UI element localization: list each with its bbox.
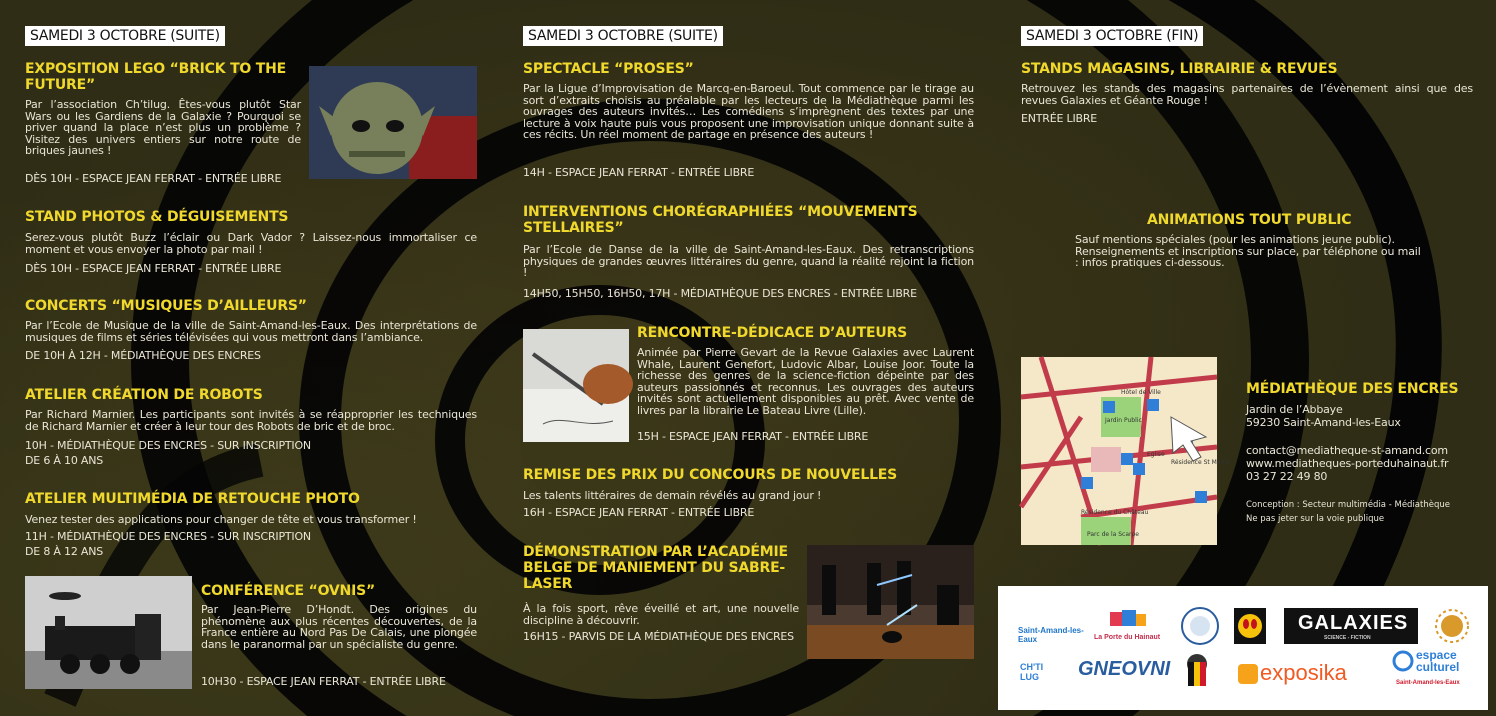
stands-body: Retrouvez les stands des magasins partenaires de l’évènement ainsi que des revues Galaxies et Géante Rouge ! — [1021, 82, 1473, 107]
mediatheque-title: MÉDIATHÈQUE DES ENCRES — [1246, 381, 1459, 397]
column-header: SAMEDI 3 OCTOBRE (FIN) — [1021, 26, 1203, 46]
map-label: Parc de la Scarpe — [1087, 531, 1139, 538]
galaxies-logo — [1284, 608, 1418, 644]
robots-title: ATELIER CRÉATION DE ROBOTS — [25, 387, 263, 403]
lego-yoda-photo — [309, 66, 477, 179]
belgian-shield-logo — [1182, 652, 1212, 692]
location-map — [1021, 357, 1231, 545]
map-label: Jardin Public — [1105, 417, 1142, 424]
chtilug-logo: CH'TI LUG — [1020, 662, 1044, 682]
alien-logo — [1234, 608, 1266, 644]
ovnis-meta: 10H30 - ESPACE JEAN FERRAT - ENTRÉE LIBRE — [201, 675, 446, 688]
exposika-logo: exposika — [1260, 660, 1347, 685]
mediatheque-city: 59230 Saint-Amand-les-Eaux — [1246, 416, 1401, 429]
lego-meta: DÈS 10H - ESPACE JEAN FERRAT - ENTRÉE LIBRE — [25, 172, 282, 185]
column-header: SAMEDI 3 OCTOBRE (SUITE) — [523, 26, 723, 46]
ovnis-title: CONFÉRENCE “OVNIS” — [201, 583, 375, 599]
stand-title: STAND PHOTOS & DÉGUISEMENTS — [25, 209, 289, 225]
choreo-body: Par l’Ecole de Danse de la ville de Saint-Amand-les-Eaux. Des retranscriptions physiques de grandes œuvres littéraires du genre, quand la réalité rejoint la fiction ! — [523, 243, 974, 280]
retouche-body: Venez tester des applications pour changer de tête et vous transformer ! — [25, 513, 417, 526]
choreo-meta: 14H50, 15H50, 16H50, 17H - MÉDIATHÈQUE DES ENCRES - ENTRÉE LIBRE — [523, 287, 917, 300]
partner-logos — [998, 586, 1488, 710]
map-label: Eglise — [1147, 451, 1165, 458]
stands-title: STANDS MAGASINS, LIBRAIRIE & REVUES — [1021, 61, 1338, 77]
sabre-laser-photo — [807, 545, 974, 659]
choreo-title: INTERVENTIONS CHORÉGRAPHIÉES “MOUVEMENTS STELLAIRES” — [523, 204, 918, 236]
sabre-title: DÉMONSTRATION PAR L’ACADÉMIE BELGE DE MANIEMENT DU SABRE-LASER — [523, 544, 788, 592]
sun-logo — [1434, 608, 1470, 644]
concerts-title: CONCERTS “MUSIQUES D’AILLEURS” — [25, 298, 307, 314]
dedicace-pen-photo — [523, 329, 629, 442]
robots-body: Par Richard Marnier. Les participants sont invités à se réapproprier les techniques de Richard Marnier et créer à leur tour des Robots de bric et de broc. — [25, 408, 477, 433]
proses-meta: 14H - ESPACE JEAN FERRAT - ENTRÉE LIBRE — [523, 166, 755, 179]
proses-title: SPECTACLE “PROSES” — [523, 61, 694, 77]
concerts-meta: DE 10H À 12H - MÉDIATHÈQUE DES ENCRES — [25, 349, 261, 362]
proses-body: Par la Ligue d’Improvisation de Marcq-en-Baroeul. Tout commence par le tirage au sort d’extraits choisis au préalable par les lecteurs de la Médiathèque parmi les ouvrages des auteurs invités… Les comédiens s’imprègnent des textes par une lecture à voix haute puis vous proposent une improvisation unique donnant suite à ces récits. Un réel moment de partage en présence des auteurs ! — [523, 82, 974, 142]
credit-line: Ne pas jeter sur la voie publique — [1246, 514, 1385, 524]
retouche-age: DE 8 À 12 ANS — [25, 545, 104, 558]
map-label: Hôtel de Ville — [1121, 389, 1161, 396]
galaxies-label: GALAXIES — [1298, 612, 1409, 634]
dedicace-meta: 15H - ESPACE JEAN FERRAT - ENTRÉE LIBRE — [637, 430, 869, 443]
prix-body: Les talents littéraires de demain révélés au grand jour ! — [523, 489, 822, 502]
sabre-meta: 16H15 - PARVIS DE LA MÉDIATHÈQUE DES ENCRES — [523, 630, 794, 643]
credit-line: Conception : Secteur multimédia - Médiathèque — [1246, 500, 1450, 510]
stand-meta: DÈS 10H - ESPACE JEAN FERRAT - ENTRÉE LIBRE — [25, 262, 282, 275]
saint-amand-logo: Saint-Amand-les-Eaux — [1018, 626, 1084, 644]
animations-body: Sauf mentions spéciales (pour les animations jeune public). Renseignements et inscriptions sur place, par téléphone ou mail : infos pratiques ci-dessous. — [1075, 233, 1421, 270]
galaxies-sub: SCIENCE - FICTION — [1324, 635, 1371, 641]
phone-number: 03 27 22 49 80 — [1246, 470, 1328, 483]
retouche-meta: 11H - MÉDIATHÈQUE DES ENCRES - SUR INSCRIPTION — [25, 530, 311, 543]
porte-hainaut-icon — [1108, 608, 1148, 632]
website-link[interactable]: www.mediatheques-porteduhainaut.fr — [1246, 457, 1449, 470]
robots-age: DE 6 À 10 ANS — [25, 454, 104, 467]
espace-culturel-city: Saint-Amand-les-Eaux — [1396, 680, 1460, 686]
ovni-train-photo — [25, 576, 192, 689]
prix-meta: 16H - ESPACE JEAN FERRAT - ENTRÉE LIBRE — [523, 506, 755, 519]
exposika-icon — [1236, 660, 1262, 686]
sabre-body: À la fois sport, rêve éveillé et art, une nouvelle discipline à découvrir. — [523, 602, 799, 627]
stands-meta: ENTRÉE LIBRE — [1021, 112, 1098, 125]
gneovni-logo: GNEOVNI — [1078, 658, 1171, 680]
map-label: Résidence du Château — [1081, 509, 1149, 516]
stand-body: Serez-vous plutôt Buzz l’éclair ou Dark Vador ? Laissez-nous immortaliser ce moment et vous envoyer la photo par mail ! — [25, 231, 477, 256]
lego-title: EXPOSITION LEGO “BRICK TO THE FUTURE” — [25, 61, 287, 93]
porte-hainaut-logo: La Porte du Hainaut — [1094, 634, 1161, 641]
column-header: SAMEDI 3 OCTOBRE (SUITE) — [25, 26, 225, 46]
espace-culturel-logo: espace — [1416, 648, 1457, 662]
robots-meta: 10H - MÉDIATHÈQUE DES ENCRES - SUR INSCRIPTION — [25, 439, 311, 452]
ovnis-body: Par Jean-Pierre D’Hondt. Des origines du phénomène aux plus récentes découvertes, de la France entière au Nord Pas De Calais, une plongée dans le paranormal par un spécialiste du genre. — [201, 603, 477, 651]
retouche-title: ATELIER MULTIMÉDIA DE RETOUCHE PHOTO — [25, 491, 360, 507]
dedicace-title: RENCONTRE-DÉDICACE D’AUTEURS — [637, 325, 907, 341]
espace-culturel-icon — [1392, 650, 1414, 672]
contact-email[interactable]: contact@mediatheque-st-amand.com — [1246, 444, 1448, 457]
map-label: Résidence St Martin — [1171, 459, 1231, 466]
lego-body: Par l’association Ch’tilug. Êtes-vous plutôt Star Wars ou les Gardiens de la Galaxie ? Pourquoi se priver quand la place n’est plus un problème ? Visitez des univers entiers sur notre route de briques jaunes ! — [25, 98, 301, 158]
seal-logo — [1180, 606, 1220, 646]
espace-culturel-logo-2: culturel — [1416, 660, 1460, 674]
mediatheque-address: Jardin de l’Abbaye — [1246, 403, 1343, 416]
concerts-body: Par l’Ecole de Musique de la ville de Saint-Amand-les-Eaux. Des interprétations de musiques de films et séries télévisées qui vous mettront dans l’ambiance. — [25, 319, 477, 344]
animations-title: ANIMATIONS TOUT PUBLIC — [1147, 212, 1352, 228]
prix-title: REMISE DES PRIX DU CONCOURS DE NOUVELLES — [523, 467, 898, 483]
dedicace-body: Animée par Pierre Gevart de la Revue Galaxies avec Laurent Whale, Laurent Genefort, Ludovic Albar, Louise Joor. Toute la richesse des genres de la science-fiction dépeinte par des auteurs passionnés et reconnus. Les ouvrages des auteurs invités sont actuellement disponibles au prêt. Avec vente de livres par la librairie Le Bateau Livre (Lille). — [637, 346, 974, 417]
